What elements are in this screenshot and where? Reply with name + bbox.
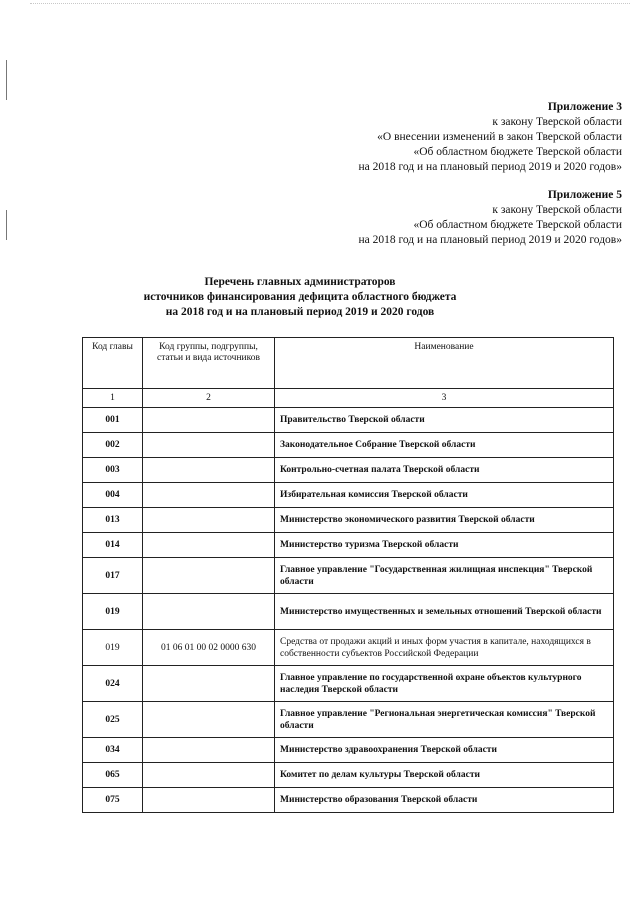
name-cell: Средства от продажи акций и иных форм участия в капитале, находящихся в собственности субъектов Российской Федерации [275, 630, 614, 666]
title-line: Перечень главных администраторов [204, 276, 396, 288]
table-row [83, 483, 614, 508]
name-cell: Министерство образования Тверской области [275, 788, 614, 813]
source-code-cell [143, 558, 275, 594]
appendix-title: Приложение 3 [547, 101, 622, 113]
header-chapter-code: Код главы [83, 338, 143, 389]
name-cell: Министерство имущественных и земельных отношений Тверской области [275, 594, 614, 630]
table-row [83, 738, 614, 763]
source-code-cell [143, 738, 275, 763]
column-number: 3 [275, 389, 614, 408]
header-source-code: Код группы, подгруппы, статьи и вида источников [143, 338, 275, 389]
header-name: Наименование [275, 338, 614, 389]
title-line: источников финансирования дефицита областного бюджета [143, 291, 457, 303]
title-line: на 2018 год и на плановый период 2019 и 2020 годов [165, 306, 435, 318]
source-code-cell [143, 666, 275, 702]
chapter-code-cell: 034 [83, 738, 143, 763]
name-cell: Избирательная комиссия Тверской области [275, 483, 614, 508]
name-cell: Министерство туризма Тверской области [275, 533, 614, 558]
table-header-row [83, 338, 614, 389]
document-title [100, 275, 500, 320]
table-row [83, 763, 614, 788]
source-code-cell [143, 508, 275, 533]
chapter-code-cell: 002 [83, 433, 143, 458]
column-number: 2 [143, 389, 275, 408]
source-code-cell [143, 763, 275, 788]
appendix-5-header [358, 188, 622, 248]
name-cell: Правительство Тверской области [275, 408, 614, 433]
source-code-cell [143, 702, 275, 738]
table-row [83, 788, 614, 813]
chapter-code-cell: 019 [83, 594, 143, 630]
name-cell: Министерство здравоохранения Тверской области [275, 738, 614, 763]
chapter-code-cell: 019 [83, 630, 143, 666]
table-row [83, 558, 614, 594]
appendix-line: к закону Тверской области [492, 116, 622, 128]
name-cell: Главное управление по государственной охране объектов культурного наследия Тверской области [275, 666, 614, 702]
appendix-line: «Об областном бюджете Тверской области [413, 146, 622, 158]
source-code-cell [143, 483, 275, 508]
name-cell: Контрольно-счетная палата Тверской области [275, 458, 614, 483]
name-cell: Главное управление "Региональная энергетическая комиссия" Тверской области [275, 702, 614, 738]
appendix-line: на 2018 год и на плановый период 2019 и 2020 годов» [358, 161, 622, 173]
name-cell: Министерство экономического развития Тверской области [275, 508, 614, 533]
appendix-title: Приложение 5 [547, 189, 622, 201]
name-cell: Комитет по делам культуры Тверской области [275, 763, 614, 788]
appendix-line: к закону Тверской области [492, 204, 622, 216]
table-row [83, 433, 614, 458]
source-code-cell [143, 458, 275, 483]
table-row [83, 594, 614, 630]
chapter-code-cell: 065 [83, 763, 143, 788]
table-row [83, 408, 614, 433]
chapter-code-cell: 014 [83, 533, 143, 558]
appendix-line: «Об областном бюджете Тверской области [413, 219, 622, 231]
source-code-cell [143, 788, 275, 813]
source-code-cell [143, 433, 275, 458]
chapter-code-cell: 075 [83, 788, 143, 813]
source-code-cell [143, 533, 275, 558]
source-code-cell [143, 408, 275, 433]
appendix-line: «О внесении изменений в закон Тверской области [377, 131, 622, 143]
source-code-cell [143, 594, 275, 630]
table-row [83, 533, 614, 558]
table-row [83, 630, 614, 666]
chapter-code-cell: 017 [83, 558, 143, 594]
chapter-code-cell: 025 [83, 702, 143, 738]
appendix-3-header [358, 100, 622, 175]
column-number-row [83, 389, 614, 408]
chapter-code-cell: 003 [83, 458, 143, 483]
scan-margin-mark [6, 60, 7, 100]
appendix-line: на 2018 год и на плановый период 2019 и 2020 годов» [358, 234, 622, 246]
column-number: 1 [83, 389, 143, 408]
name-cell: Законодательное Собрание Тверской области [275, 433, 614, 458]
chapter-code-cell: 024 [83, 666, 143, 702]
table-row [83, 702, 614, 738]
scan-margin-mark [6, 210, 7, 240]
chapter-code-cell: 001 [83, 408, 143, 433]
chapter-code-cell: 004 [83, 483, 143, 508]
table-row [83, 458, 614, 483]
scan-top-edge [30, 3, 630, 8]
name-cell: Главное управление "Государственная жилищная инспекция" Тверской области [275, 558, 614, 594]
chapter-code-cell: 013 [83, 508, 143, 533]
table-row [83, 666, 614, 702]
administrators-table [82, 337, 614, 813]
table-row [83, 508, 614, 533]
source-code-cell: 01 06 01 00 02 0000 630 [143, 630, 275, 666]
